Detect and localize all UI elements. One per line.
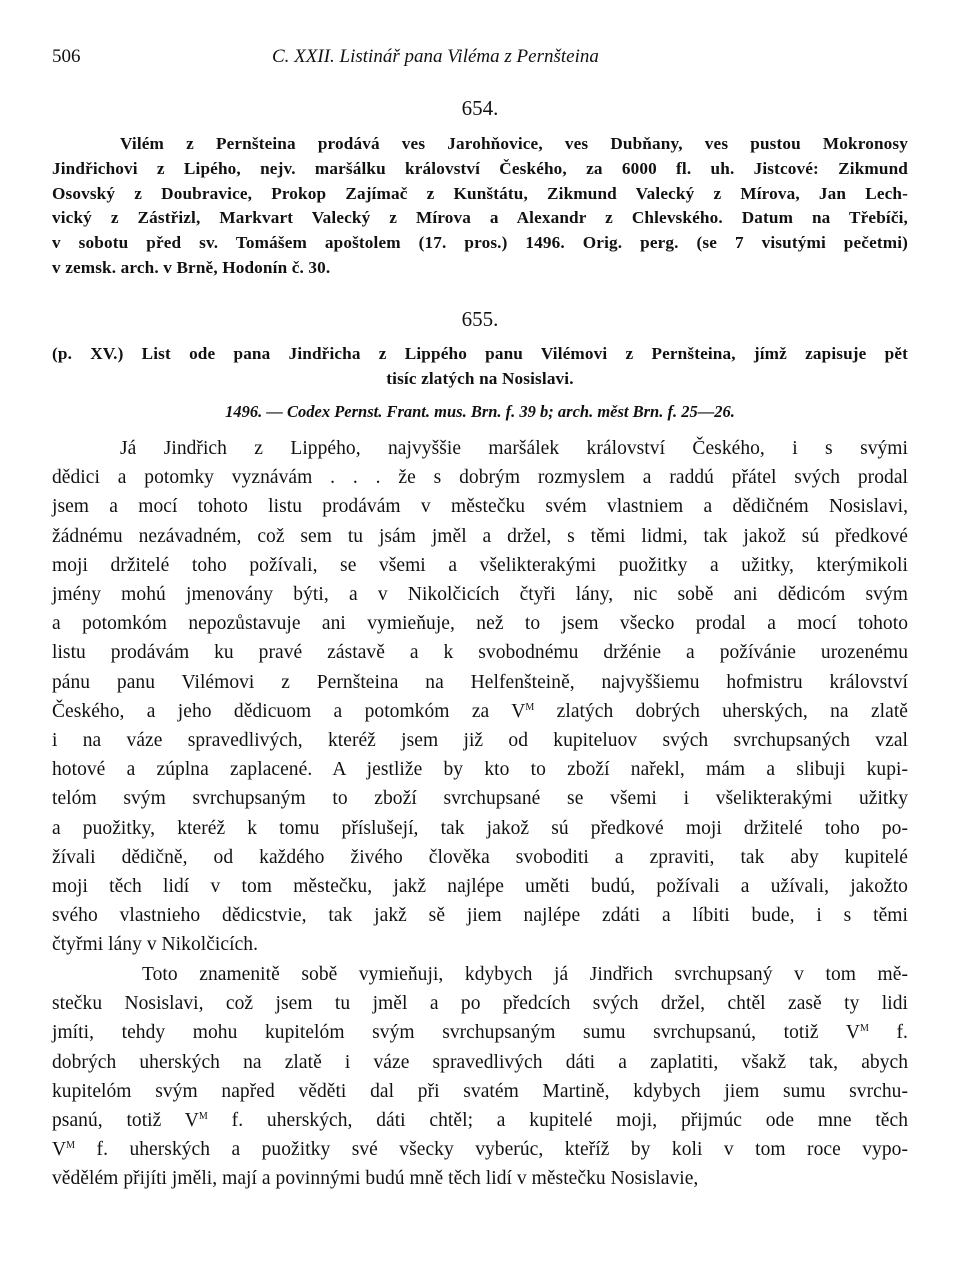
text-line: Já Jindřich z Lippého, najvyššie maršálek království Českého, i s svými bbox=[120, 438, 908, 459]
text-line: (p. XV.) List ode pana Jindřicha z Lippého panu Vilémovi z Pernšteina, jímž zapisuje pět bbox=[52, 344, 908, 363]
text-line: psanú, totiž $V^M$ f. uherských, dáti chtěl; a kupitelé moji, přijmúc ode mne těch bbox=[52, 1110, 908, 1132]
text-line: žádnému nezávadném, což sem tu jsám jměl a držel, s těmi lidmi, tak jakož sú předkové bbox=[52, 525, 908, 547]
text-line: i na váze spravedlivých, kteréž jsem již od kupiteluov svých svrchupsaných vzal bbox=[52, 730, 908, 752]
text-line: Osovský z Doubravice, Prokop Zajímač z Kunštátu, Zikmund Valecký z Mírova, Jan Lech- bbox=[52, 183, 908, 203]
text-line: v sobotu před sv. Tomášem apoštolem (17. pros.) 1496. Orig. perg. (se 7 visutými pečetmi) bbox=[52, 233, 908, 253]
text-line: hotové a zúplna zaplacené. A jestliže by kto to zboží nařekl, mám a slibuji kupi- bbox=[52, 759, 908, 781]
text-line: moji držitelé toho požívali, se všemi a všelikterakými puožitky a užitky, kterýmikoli bbox=[52, 554, 908, 576]
document-number-654: 654. bbox=[461, 96, 499, 120]
text-line: čtyřmi lány v Nikolčicích. bbox=[52, 934, 258, 956]
text-line: telóm svým svrchupsaným to zboží svrchupsané se všemi i všelikterakými užitky bbox=[52, 788, 908, 810]
text-line: svého vlastnieho dědicstvie, tak jakž sě jiem najlépe zdáti a líbiti bude, i s těmi bbox=[52, 905, 908, 927]
running-head bbox=[52, 46, 908, 76]
text-line: jsem a mocí tohoto listu prodávám v městečku svém vlastniem a dědičném Nosislavi, bbox=[52, 496, 908, 518]
document-number-655: 655. bbox=[461, 307, 499, 331]
paragraph-2 bbox=[52, 960, 908, 1194]
text-line: $V^M$ f. uherských a puožitky své všecky vyberúc, kteříž by koli v tom roce vypo- bbox=[52, 1139, 908, 1161]
text-line: a potomkóm nepozůstavuje ani vymieňuje, než to jsem všecko prodal a mocí tohoto bbox=[52, 613, 908, 635]
document-summary-654 bbox=[52, 132, 908, 281]
text-line: Českého, a jeho dědicuom a potomkóm za $V^M$ zlatých dobrých uherských, na zlatě bbox=[52, 700, 908, 722]
text-line: v zemsk. arch. v Brně, Hodonín č. 30. bbox=[52, 257, 331, 277]
running-title: C. XXII. Listinář pana Viléma z Pernšteina bbox=[272, 46, 599, 67]
text-line: vický z Zástřizl, Markvart Valecký z Mírova a Alexandr z Chlevského. Datum na Třebíči, bbox=[52, 208, 908, 228]
text-line: vědělém přijíti jměli, mají a povinnými budú mně těch lidí v městečku Nosislavie, bbox=[52, 1168, 699, 1190]
text-line: pánu panu Vilémovi z Pernšteina na Helfenšteině, najvyššiemu hofmistru království bbox=[52, 671, 908, 693]
source-reference: 1496. — Codex Pernst. Frant. mus. Brn. f. 39 b; arch. měst Brn. f. 25—26. bbox=[225, 402, 735, 421]
text-line: jmény mohú jmenovány býti, a v Nikolčicích čtyři lány, nic sobě ani dědicóm svým bbox=[52, 584, 908, 606]
text-line: tisíc zlatých na Nosislavi. bbox=[386, 368, 574, 388]
text-line: dobrých uherských na zlatě i váze spravedlivých dáti a zaplatiti, všakž tak, abych bbox=[52, 1051, 908, 1073]
text-line: listu prodávám ku pravé zástavě a k svobodnému držénie a požívánie urozenému bbox=[52, 642, 908, 664]
paragraph-1 bbox=[52, 434, 908, 960]
text-line: Vilém z Pernšteina prodává ves Jarohňovice, ves Dubňany, ves pustou Mokronosy bbox=[120, 134, 908, 153]
text-line: Jindřichovi z Lipého, nejv. maršálku království Českého, za 6000 fl. uh. Jistcové: Zikmund bbox=[52, 158, 908, 178]
text-line: jmíti, tehdy mohu kupitelóm svým svrchupsaným sumu svrchupsanú, totiž $V^M$ f. bbox=[52, 1022, 908, 1044]
text-line: dědici a potomky vyznávám . . . že s dobrým rozmyslem a raddú přátel svých prodal bbox=[52, 467, 908, 489]
text-line: žívali dědičně, od každého živého člověka svoboditi a zpraviti, tak aby kupitelé bbox=[52, 846, 908, 868]
text-line: moji těch lidí v tom městečku, jakž najlépe uměti budú, požívali a užívali, jakožto bbox=[52, 876, 908, 898]
page-number: 506 bbox=[52, 46, 81, 67]
text-line: Toto znamenitě sobě vymieňuji, kdybych já Jindřich svrchupsaný v tom mě- bbox=[142, 964, 908, 985]
document-summary-655 bbox=[52, 342, 908, 392]
text-line: a puožitky, kteréž k tomu příslušejí, tak jakož sú předkové moji držitelé toho po- bbox=[52, 817, 908, 839]
text-line: stečku Nosislavi, což jsem tu jměl a po předcích svých držel, chtěl zasě ty lidi bbox=[52, 993, 908, 1015]
text-line: kupitelóm svým napřed věděti dal při svatém Martině, kdybych jiem sumu svrchu- bbox=[52, 1080, 908, 1102]
